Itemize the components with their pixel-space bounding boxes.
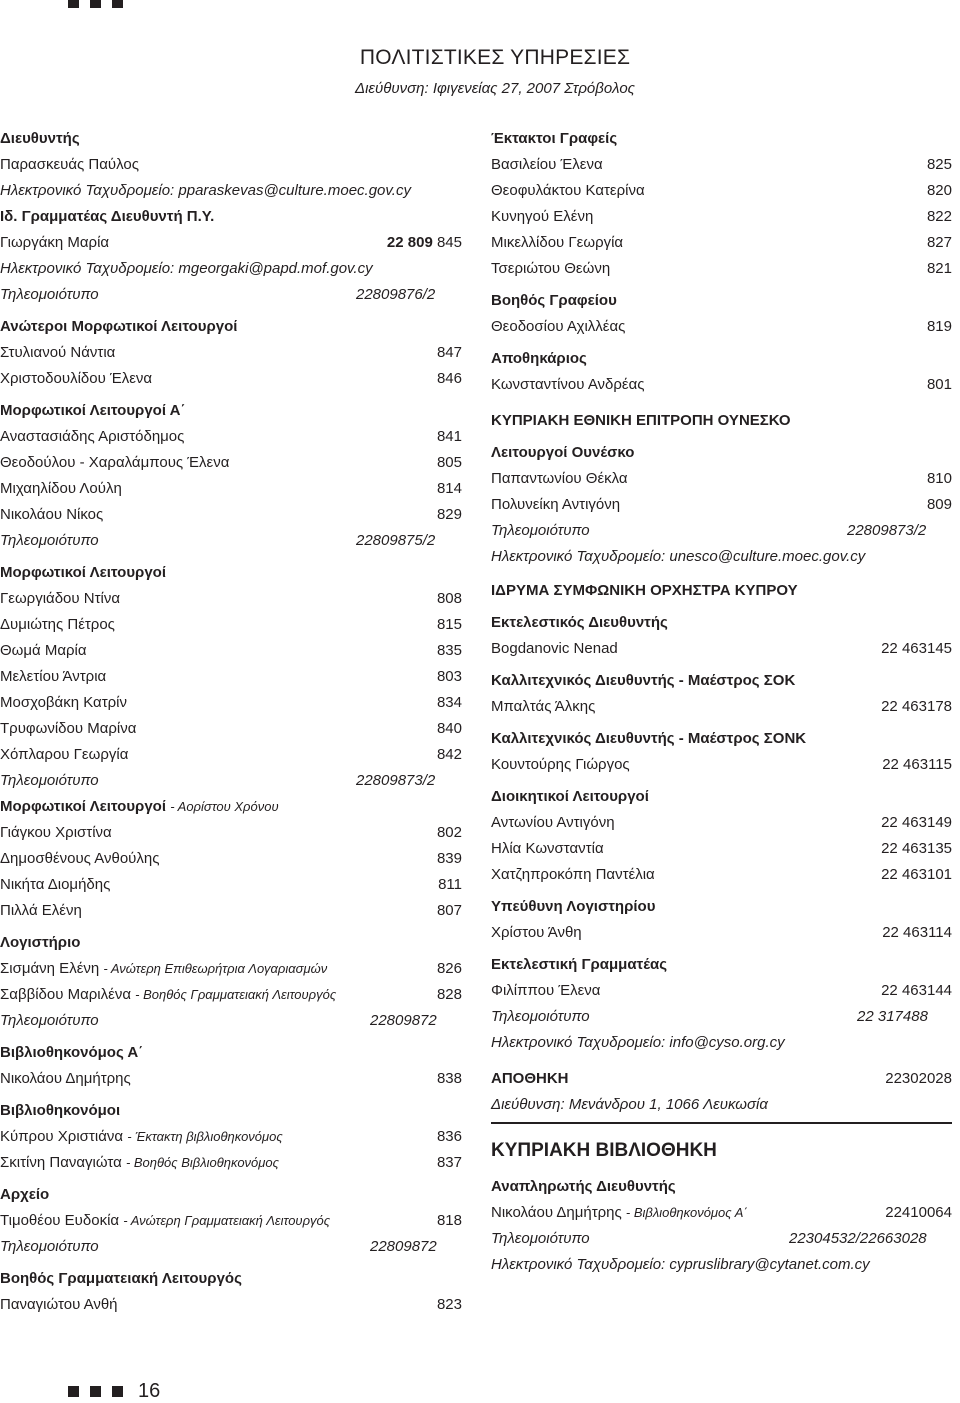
section-heading: Εκτελεστικός Διευθυντής — [491, 614, 668, 631]
contact-row — [0, 716, 462, 742]
phone-value: 814 — [436, 480, 462, 497]
section-heading: Διευθυντής — [0, 130, 80, 147]
phone-value: 22 809 845 — [386, 234, 462, 251]
right-column — [491, 126, 952, 1278]
contact-name: Μιχαηλίδου Λούλη — [0, 480, 122, 497]
contact-name: Αντωνίου Αντιγόνη — [491, 814, 615, 831]
page-number: 16 — [138, 1380, 161, 1402]
phone-value: 809 — [926, 496, 952, 513]
contact-name: Στυλιανού Νάντια — [0, 344, 116, 361]
section-heading: Βιβλιοθηκονόμος Α΄ — [0, 1044, 144, 1061]
contact-row — [491, 152, 952, 178]
temp-list — [491, 152, 952, 282]
phone-value: 805 — [436, 454, 462, 471]
contact-name: Ηλία Κωνσταντία — [491, 840, 604, 857]
section-heading: Αναπληρωτής Διευθυντής — [491, 1178, 676, 1195]
contact-name: Παρασκευάς Παύλος — [0, 156, 139, 173]
phone-value: 808 — [436, 590, 462, 607]
decor-square-icon — [90, 0, 101, 8]
org-heading: ΙΔΡΥΜΑ ΣΥΜΦΩΝΙΚΗ ΟΡΧΗΣΤΡΑ ΚΥΠΡΟΥ — [491, 582, 798, 599]
contact-row: Bogdanovic Nenad 22 463145 — [491, 640, 952, 657]
phone-value: 837 — [436, 1154, 462, 1171]
phone-value: 811 — [438, 876, 462, 893]
fax-value: 22809873/2 — [847, 522, 927, 539]
contact-row — [491, 862, 952, 888]
contact-row — [0, 1150, 462, 1176]
section-heading: Βιβλιοθηκονόμοι — [0, 1102, 121, 1119]
contact-row — [491, 178, 952, 204]
phone-value: 840 — [436, 720, 462, 737]
section-heading: Λογιστήριο — [0, 934, 81, 951]
section-heading: Εκτελεστική Γραμματέας — [491, 956, 668, 973]
contact-row — [491, 810, 952, 836]
section-heading: Αποθηκάριος — [491, 350, 587, 367]
contact-name: Γεωργιάδου Ντίνα — [0, 590, 121, 607]
contact-name: Θωμά Μαρία — [0, 642, 87, 659]
contact-name: Μοσχοβάκη Κατρίν — [0, 694, 128, 711]
contact-name: Αναστασιάδης Αριστόδημος — [0, 428, 185, 445]
email-line: Ηλεκτρονικό Ταχυδρομείο: mgeorgaki@papd.mof.gov.cy — [0, 260, 373, 277]
contact-row: Νικολάου Δημήτρης 838 — [0, 1070, 462, 1087]
phone-value: 828 — [436, 986, 462, 1003]
address-line: Διεύθυνση: Μενάνδρου 1, 1066 Λευκωσία — [491, 1096, 768, 1113]
role-note: - Βοηθός Βιβλιοθηκονόμος — [125, 1155, 279, 1170]
contact-row — [0, 476, 462, 502]
org-heading: ΑΠΟΘΗΚΗ 22302028 — [491, 1066, 952, 1092]
phone-value: 827 — [926, 234, 952, 251]
librarians-list — [0, 1124, 462, 1176]
phone-value: 842 — [436, 746, 462, 763]
contact-row — [491, 256, 952, 282]
fax-row: Τηλεομοιότυπο 22304532/22663028 — [491, 1226, 952, 1252]
contact-name: Δυμιώτης Πέτρος — [0, 616, 115, 633]
contact-row — [0, 846, 462, 872]
unesco-list — [491, 466, 952, 518]
contact-name: Θεοφυλάκτου Κατερίνα — [491, 182, 645, 199]
phone-value: 826 — [436, 960, 462, 977]
fax-value: 22809872 — [370, 1238, 437, 1255]
phone-value: 803 — [436, 668, 462, 685]
role-note: - Ανώτερη Επιθεωρήτρια Λογαριασμών — [103, 961, 328, 976]
phone-value: 846 — [436, 370, 462, 387]
fax-value: 22809872 — [370, 1012, 437, 1029]
phone-value: 821 — [926, 260, 952, 277]
contact-name: Γιωργάκη Μαρία — [0, 234, 110, 251]
contact-row — [0, 690, 462, 716]
contact-name: Σκιτίνη Παναγιώτα — [0, 1154, 122, 1171]
contact-name: Πολυνείκη Αντιγόνη — [491, 496, 621, 513]
contact-name: Χόπλαρου Γεωργία — [0, 746, 129, 763]
fax-value: 22 317488 — [857, 1008, 928, 1025]
phone-value: 810 — [926, 470, 952, 487]
decor-square-icon — [90, 1386, 101, 1397]
fax-row: Τηλεομοιότυπο 22809876/2 — [0, 282, 462, 308]
divider — [491, 1122, 952, 1124]
contact-row — [0, 340, 462, 366]
decor-square-icon — [68, 1386, 79, 1397]
contact-row — [0, 664, 462, 690]
fax-row: Τηλεομοιότυπο 22809873/2 — [0, 768, 462, 794]
contact-name: Χατζηπροκόπη Παντέλια — [491, 866, 655, 883]
section-heading: Καλλιτεχνικός Διευθυντής - Μαέστρος ΣΟΝΚ — [491, 730, 807, 747]
fax-value: 22809873/2 — [356, 772, 436, 789]
phone-value: 815 — [436, 616, 462, 633]
fax-value: 22304532/22663028 — [789, 1230, 927, 1247]
contact-name: Μικελλίδου Γεωργία — [491, 234, 624, 251]
contact-name: Μελετίου Άντρια — [0, 668, 107, 685]
phone-value: 22 463101 — [881, 866, 952, 883]
contact-name: Κύπρου Χριστιάνα — [0, 1128, 124, 1145]
contact-row: Χρίστου Άνθη 22 463114 — [491, 924, 952, 941]
email-line: Ηλεκτρονικό Ταχυδρομείο: cypruslibrary@cytanet.com.cy — [491, 1256, 870, 1273]
contact-row — [491, 466, 952, 492]
phone-value: 825 — [926, 156, 952, 173]
section-heading: Μορφωτικοί Λειτουργοί Α΄ — [0, 402, 186, 419]
fax-row: Τηλεομοιότυπο 22809873/2 — [491, 518, 952, 544]
phone-value: 834 — [436, 694, 462, 711]
contact-row: Θεοδοσίου Αχιλλέας 819 — [491, 318, 952, 335]
contact-name: Βασιλείου Έλενα — [491, 156, 603, 173]
contact-name: Πιλλά Ελένη — [0, 902, 82, 919]
phone-value: 841 — [436, 428, 462, 445]
contact-name: Νικήτα Διομήδης — [0, 876, 111, 893]
section-heading: Ιδ. Γραμματέας Διευθυντή Π.Υ. — [0, 208, 215, 225]
contact-row — [0, 230, 462, 256]
contact-row — [0, 898, 462, 924]
phone-value: 22302028 — [885, 1070, 952, 1087]
contact-row — [0, 956, 462, 982]
page-subtitle: Διεύθυνση: Ιφιγενείας 27, 2007 Στρόβολος — [355, 80, 635, 97]
contact-row — [0, 586, 462, 612]
contact-row: Κωνσταντίνου Ανδρέας 801 — [491, 376, 952, 393]
officersT-list — [0, 820, 462, 924]
contact-row — [491, 492, 952, 518]
contact-row — [0, 1124, 462, 1150]
phone-value: 829 — [436, 506, 462, 523]
contact-name: Δημοσθένους Ανθούλης — [0, 850, 160, 867]
contact-name: Γιάγκου Χριστίνα — [0, 824, 112, 841]
section-heading: Αρχείο — [0, 1186, 50, 1203]
fax-row: Τηλεομοιότυπο 22809872 — [0, 1234, 462, 1260]
fax-row: Τηλεομοιότυπο 22809875/2 — [0, 528, 462, 554]
contact-name: Σισμάνη Ελένη — [0, 960, 100, 977]
contact-name: Σαββίδου Μαριλένα — [0, 986, 131, 1003]
admin-list — [491, 810, 952, 888]
contact-name: Τσεριώτου Θεώνη — [491, 260, 611, 277]
section-heading: Μορφωτικοί Λειτουργοί — [0, 564, 167, 581]
fax-value: 22809876/2 — [356, 286, 436, 303]
left-column — [0, 126, 462, 1318]
phone-value: 22 463149 — [881, 814, 952, 831]
page-title: ΠΟΛΙΤΙΣΤΙΚΕΣ ΥΠΗΡΕΣΙΕΣ — [359, 46, 631, 69]
contact-row — [0, 424, 462, 450]
accounts-list — [0, 956, 462, 1008]
contact-row — [491, 836, 952, 862]
phone-value: 836 — [436, 1128, 462, 1145]
contact-row: Φιλίππου Έλενα 22 463144 — [491, 982, 952, 999]
contact-row: Τιμοθέου Ευδοκία - Ανώτερη Γραμματειακή Λειτουργός 818 — [0, 1212, 462, 1229]
org-heading: ΚΥΠΡΙΑΚΗ ΒΙΒΛΙΟΘΗΚΗ — [491, 1140, 717, 1161]
role-note: - Βοηθός Γραμματειακή Λειτουργός — [135, 987, 337, 1002]
contact-name: Τρυφωνίδου Μαρίνα — [0, 720, 137, 737]
section-heading: Υπεύθυνη Λογιστηρίου — [491, 898, 656, 915]
contact-row — [491, 230, 952, 256]
section-heading: Βοηθός Γραμματειακή Λειτουργός — [0, 1270, 242, 1287]
fax-value: 22809875/2 — [356, 532, 436, 549]
section-heading: Ανώτεροι Μορφωτικοί Λειτουργοί — [0, 318, 238, 335]
section-heading: Διοικητικοί Λειτουργοί — [491, 788, 649, 805]
decor-square-icon — [68, 0, 79, 8]
section-heading: Καλλιτεχνικός Διευθυντής - Μαέστρος ΣΟΚ — [491, 672, 796, 689]
contact-row — [491, 204, 952, 230]
contact-row: Μπαλτάς Άλκης 22 463178 — [491, 698, 952, 715]
email-line: Ηλεκτρονικό Ταχυδρομείο: pparaskevas@culture.moec.gov.cy — [0, 182, 411, 199]
decor-square-icon — [112, 0, 123, 8]
phone-value: 22 463135 — [881, 840, 952, 857]
decor-square-icon — [112, 1386, 123, 1397]
officersA-list — [0, 424, 462, 528]
section-heading: Έκτακτοι Γραφείς — [491, 130, 618, 147]
role-note: - Έκτακτη βιβλιοθηκονόμος — [127, 1129, 283, 1144]
section-heading: Μορφωτικοί Λειτουργοί - Αορίστου Χρόνου — [0, 798, 279, 815]
fax-row: Τηλεομοιότυπο 22809872 — [0, 1008, 462, 1034]
contact-name: Παπαντωνίου Θέκλα — [491, 470, 628, 487]
contact-name: Θεοδούλου - Χαραλάμπους Έλενα — [0, 454, 230, 471]
officers-list — [0, 586, 462, 768]
contact-row — [0, 872, 462, 898]
contact-name: Κυνηγού Ελένη — [491, 208, 594, 225]
contact-row — [0, 820, 462, 846]
contact-row — [0, 366, 462, 392]
contact-row: Παναγιώτου Ανθή 823 — [0, 1296, 462, 1313]
contact-row — [0, 450, 462, 476]
email-line: Ηλεκτρονικό Ταχυδρομείο: unesco@culture.moec.gov.cy — [491, 548, 866, 565]
org-heading: ΚΥΠΡΙΑΚΗ ΕΘΝΙΚΗ ΕΠΙΤΡΟΠΗ ΟΥΝΕΣΚΟ — [491, 412, 791, 429]
section-heading: Λειτουργοί Ουνέσκο — [491, 444, 635, 461]
contact-row: Νικολάου Δημήτρης - Βιβλιοθηκονόμος Α΄ 22410064 — [491, 1204, 952, 1221]
contact-row — [0, 502, 462, 528]
phone-value: 822 — [926, 208, 952, 225]
contact-row — [0, 982, 462, 1008]
phone-value: 839 — [436, 850, 462, 867]
section-heading: Βοηθός Γραφείου — [491, 292, 617, 309]
contact-row — [0, 638, 462, 664]
contact-name: Χριστοδουλίδου Έλενα — [0, 370, 153, 387]
contact-name: Νικολάου Νίκος — [0, 506, 104, 523]
phone-value: 802 — [436, 824, 462, 841]
contact-row — [0, 612, 462, 638]
phone-value: 820 — [926, 182, 952, 199]
phone-value: 835 — [436, 642, 462, 659]
phone-value: 847 — [436, 344, 462, 361]
contact-row: Κουντούρης Γιώργος 22 463115 — [491, 756, 952, 773]
fax-row: Τηλεομοιότυπο 22 317488 — [491, 1004, 952, 1030]
email-line: Ηλεκτρονικό Ταχυδρομείο: info@cyso.org.cy — [491, 1034, 785, 1051]
senior-list — [0, 340, 462, 392]
phone-value: 807 — [436, 902, 462, 919]
contact-row — [0, 742, 462, 768]
